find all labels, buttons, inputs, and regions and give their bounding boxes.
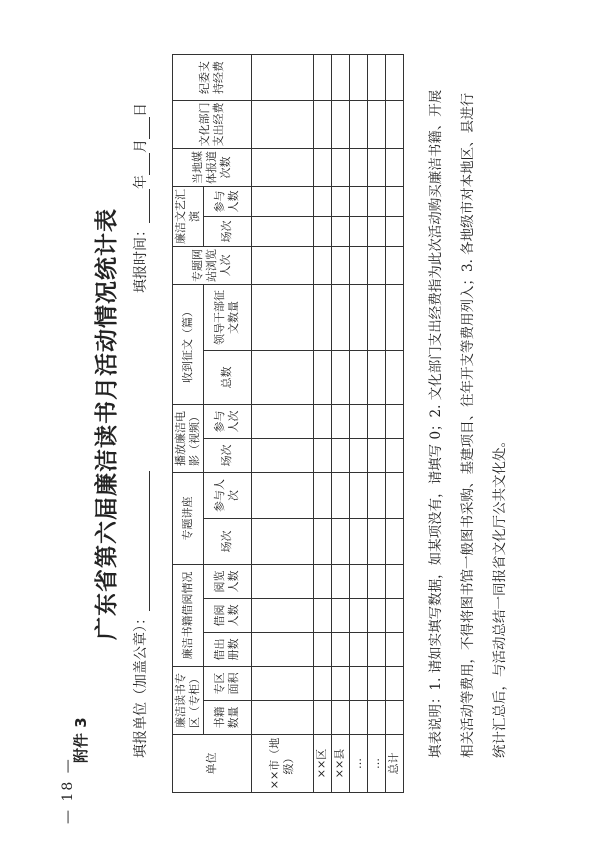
- table-cell[interactable]: [331, 54, 349, 100]
- table-cell[interactable]: [367, 438, 385, 472]
- table-cell[interactable]: [251, 518, 313, 564]
- table-cell[interactable]: [331, 216, 349, 246]
- table-cell[interactable]: [385, 518, 403, 564]
- table-cell[interactable]: [313, 216, 331, 246]
- table-cell[interactable]: [313, 54, 331, 100]
- table-cell[interactable]: [313, 564, 331, 598]
- table-cell[interactable]: [331, 599, 349, 633]
- table-cell[interactable]: [251, 599, 313, 633]
- table-cell[interactable]: [385, 701, 403, 735]
- fill-unit: [130, 471, 150, 758]
- table-cell[interactable]: [331, 100, 349, 148]
- table-cell[interactable]: [367, 472, 385, 518]
- sub-zone-area: 专区面积: [203, 667, 251, 701]
- table-cell[interactable]: [367, 404, 385, 438]
- table-cell[interactable]: [251, 148, 313, 186]
- fill-time-label: 填报时间：: [133, 223, 149, 293]
- table-cell[interactable]: [385, 246, 403, 284]
- table-cell[interactable]: [313, 472, 331, 518]
- table-cell[interactable]: [313, 599, 331, 633]
- page-title: 广东省第六届廉洁读书月活动情况统计表: [94, 208, 120, 640]
- fill-unit-label: 填报单位（加盖公章）：: [133, 611, 149, 758]
- table-cell[interactable]: [331, 438, 349, 472]
- table-cell[interactable]: [331, 701, 349, 735]
- table-cell[interactable]: [251, 186, 313, 216]
- header-media: 当地媒体报道次数: [173, 148, 252, 186]
- month-label: 月: [133, 139, 149, 153]
- fill-instructions: [420, 58, 516, 758]
- table-cell[interactable]: [251, 472, 313, 518]
- instruction-line: 统计汇总后，与活动总结一同报省文化厅公共文化处。: [492, 434, 508, 758]
- table-cell[interactable]: [251, 404, 313, 438]
- table-cell[interactable]: [251, 284, 313, 350]
- table-cell[interactable]: [385, 54, 403, 100]
- sub-art-sessions: 场次: [203, 216, 251, 246]
- table-cell[interactable]: [367, 216, 385, 246]
- table-cell[interactable]: [349, 599, 367, 633]
- table-cell[interactable]: [331, 350, 349, 404]
- table-cell[interactable]: [313, 701, 331, 735]
- table-cell[interactable]: [251, 100, 313, 148]
- statistics-table: [172, 54, 404, 793]
- instruction-line: 填表说明：1. 请如实填写数据，如某项没有，请填写 0；2. 文化部门支出经费指为此次活动购买廉洁书籍、开展: [428, 89, 444, 758]
- fill-unit-blank: [135, 471, 150, 611]
- table-cell[interactable]: [313, 438, 331, 472]
- day-label: 日: [133, 103, 149, 117]
- sub-borrow-vol: 借出册数: [203, 633, 251, 667]
- table-cell[interactable]: [313, 100, 331, 148]
- table-cell[interactable]: [331, 564, 349, 598]
- table-cell[interactable]: [331, 186, 349, 216]
- table-cell[interactable]: [331, 633, 349, 667]
- table-row: [251, 54, 313, 792]
- header-borrow: 廉洁书籍借阅情况: [173, 564, 204, 666]
- instruction-line: 相关活动等费用，不得将图书馆一般图书采购、基建项目、往年开支等费用列入；3. 各地级市对本地区、县进行: [460, 92, 476, 758]
- row-label: ××县: [331, 735, 349, 793]
- table-cell[interactable]: [331, 667, 349, 701]
- sub-film-people: 参与人次: [203, 404, 251, 438]
- table-cell[interactable]: [313, 633, 331, 667]
- row-label: ××区: [313, 735, 331, 793]
- table-cell[interactable]: [251, 216, 313, 246]
- table-cell[interactable]: [385, 148, 403, 186]
- table-cell[interactable]: [331, 284, 349, 350]
- fill-time: [130, 103, 150, 293]
- table-cell[interactable]: [331, 404, 349, 438]
- sub-lecture-sessions: 场次: [203, 518, 251, 564]
- table-cell[interactable]: [385, 599, 403, 633]
- table-cell[interactable]: [349, 350, 367, 404]
- table-cell[interactable]: [385, 216, 403, 246]
- sub-essay-leaders: 领导干部征文数量: [203, 284, 251, 350]
- table-cell[interactable]: [251, 350, 313, 404]
- table-cell[interactable]: [385, 284, 403, 350]
- table-cell[interactable]: [313, 518, 331, 564]
- table-cell[interactable]: [331, 518, 349, 564]
- table-cell[interactable]: [331, 472, 349, 518]
- row-label: ××市（地级）: [251, 735, 313, 793]
- table-row: [367, 54, 385, 792]
- header-unit: 单位: [173, 735, 252, 793]
- header-lecture: 专题讲座: [173, 472, 204, 564]
- table-cell[interactable]: [331, 148, 349, 186]
- table-row: [313, 54, 331, 792]
- table-cell[interactable]: [367, 186, 385, 216]
- table-cell[interactable]: [385, 564, 403, 598]
- table-row: [349, 54, 367, 792]
- table-row: [385, 54, 403, 792]
- table-cell[interactable]: [349, 472, 367, 518]
- sub-art-people: 参与人数: [203, 186, 251, 216]
- table-cell[interactable]: [367, 564, 385, 598]
- table-cell[interactable]: [349, 186, 367, 216]
- page-number: — 18 —: [60, 757, 76, 824]
- year-blank: [135, 189, 150, 223]
- table-cell[interactable]: [367, 148, 385, 186]
- table-cell[interactable]: [313, 350, 331, 404]
- table-cell[interactable]: [313, 667, 331, 701]
- header-website: 专题网站浏览人次: [173, 246, 252, 284]
- row-label: …: [349, 735, 367, 793]
- table-cell[interactable]: [331, 246, 349, 284]
- table-cell[interactable]: [313, 284, 331, 350]
- table-body: [251, 54, 403, 792]
- table-cell[interactable]: [385, 404, 403, 438]
- table-cell[interactable]: [367, 350, 385, 404]
- table-cell[interactable]: [313, 148, 331, 186]
- header-discipline-funds: 纪委支持经费: [173, 54, 252, 100]
- row-label: 总计: [385, 735, 403, 793]
- sub-books-count: 书籍数量: [203, 701, 251, 735]
- row-label: …: [367, 735, 385, 793]
- table-cell[interactable]: [251, 667, 313, 701]
- table-row: [331, 54, 349, 792]
- sub-essay-total: 总数: [203, 350, 251, 404]
- table-cell[interactable]: [385, 633, 403, 667]
- table-cell[interactable]: [385, 100, 403, 148]
- table-cell[interactable]: [349, 404, 367, 438]
- table-cell[interactable]: [367, 284, 385, 350]
- table-cell[interactable]: [367, 246, 385, 284]
- table-cell[interactable]: [349, 216, 367, 246]
- header-essay: 收到征文（篇）: [173, 284, 204, 404]
- table-cell[interactable]: [251, 701, 313, 735]
- sub-borrow-people: 借阅人数: [203, 599, 251, 633]
- year-label: 年: [133, 175, 149, 189]
- table-cell[interactable]: [349, 438, 367, 472]
- table-cell[interactable]: [367, 633, 385, 667]
- table-cell[interactable]: [367, 599, 385, 633]
- table-cell[interactable]: [313, 246, 331, 284]
- sub-film-sessions: 场次: [203, 438, 251, 472]
- table-cell[interactable]: [349, 284, 367, 350]
- table-cell[interactable]: [251, 438, 313, 472]
- table-cell[interactable]: [349, 246, 367, 284]
- table-cell[interactable]: [385, 667, 403, 701]
- header-art: 廉洁文艺汇演: [173, 186, 204, 246]
- table-cell[interactable]: [367, 701, 385, 735]
- header-film: 播放廉洁电影（视频）: [173, 404, 204, 472]
- table-cell[interactable]: [367, 54, 385, 100]
- table-cell[interactable]: [385, 186, 403, 216]
- month-blank: [135, 153, 150, 175]
- table-cell[interactable]: [385, 350, 403, 404]
- attachment-label: 附件 3: [72, 717, 90, 763]
- table-cell[interactable]: [367, 518, 385, 564]
- table-cell[interactable]: [313, 404, 331, 438]
- table-cell[interactable]: [349, 701, 367, 735]
- sub-lecture-people: 参与人次: [203, 472, 251, 518]
- table-cell[interactable]: [349, 54, 367, 100]
- table-cell[interactable]: [251, 564, 313, 598]
- table-cell[interactable]: [349, 564, 367, 598]
- table-cell[interactable]: [349, 667, 367, 701]
- table-cell[interactable]: [349, 518, 367, 564]
- table-cell[interactable]: [385, 438, 403, 472]
- header-zone: 廉洁读书专区（专柜）: [173, 667, 204, 735]
- table-cell[interactable]: [367, 667, 385, 701]
- table-cell[interactable]: [367, 100, 385, 148]
- sub-read-people: 阅览人数: [203, 564, 251, 598]
- day-blank: [135, 117, 150, 139]
- table-cell[interactable]: [349, 148, 367, 186]
- table-cell[interactable]: [251, 246, 313, 284]
- table-cell[interactable]: [385, 472, 403, 518]
- header-culture-funds: 文化部门支出经费: [173, 100, 252, 148]
- table-cell[interactable]: [251, 54, 313, 100]
- table-cell[interactable]: [313, 186, 331, 216]
- table-cell[interactable]: [251, 633, 313, 667]
- table-cell[interactable]: [349, 100, 367, 148]
- table-cell[interactable]: [349, 633, 367, 667]
